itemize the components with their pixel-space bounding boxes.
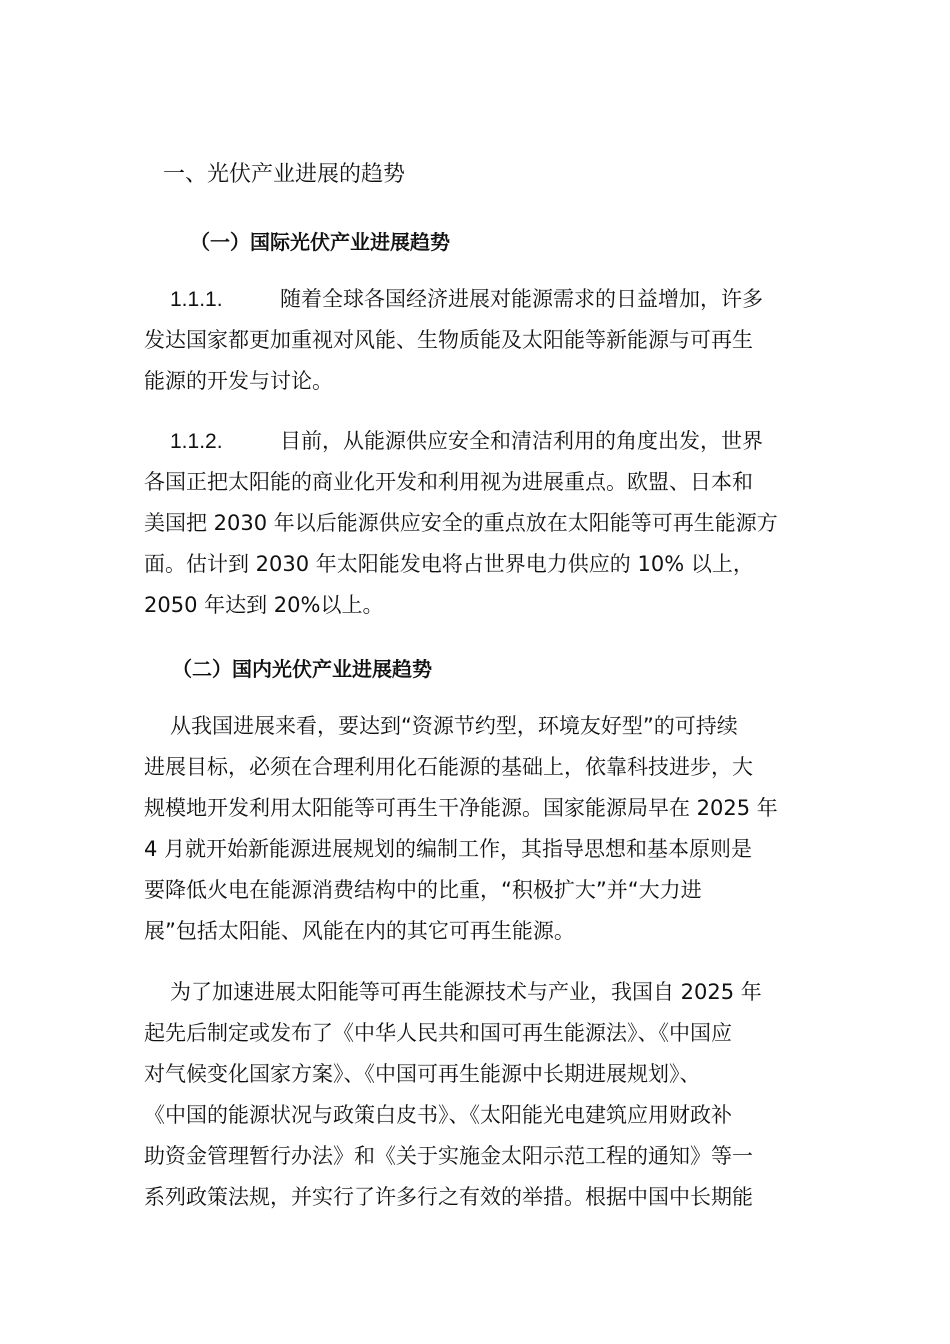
paragraph-number: 1.1.2. [170, 430, 223, 453]
paragraph-text: 目前，从能源供应安全和清洁利用的角度出发，世界 [280, 429, 763, 453]
paragraph-line: 起先后制定或发布了《中华人民共和国可再生能源法》、《中国应 [144, 1021, 732, 1045]
paragraph-line: 美国把 2030 年以后能源供应安全的重点放在太阳能等可再生能源方 [144, 511, 778, 535]
paragraph-line: 4 月就开始新能源进展规划的编制工作，其指导思想和基本原则是 [144, 837, 753, 861]
paragraph-domestic-2 [144, 972, 808, 1218]
paragraph-text: 随着全球各国经济进展对能源需求的日益增加，许多 [280, 287, 763, 311]
paragraph-line: 对气候变化国家方案》、《中国可再生能源中长期进展规划》、 [144, 1062, 701, 1086]
paragraph-line [144, 279, 808, 320]
paragraph-line: 规模地开发利用太阳能等可再生干净能源。国家能源局早在 2025 年 [144, 796, 778, 820]
paragraph-1-1-1 [144, 279, 808, 402]
paragraph-line: 从我国进展来看，要达到“资源节约型，环境友好型”的可持续 [170, 714, 738, 738]
paragraph-1-1-2 [144, 421, 808, 626]
paragraph-line: 能源的开发与讨论。 [144, 369, 333, 393]
paragraph-line: 系列政策法规，并实行了许多行之有效的举措。根据中国中长期能 [144, 1185, 753, 1209]
paragraph-line [144, 421, 808, 462]
paragraph-line: 助资金管理暂行办法》和《关于实施金太阳示范工程的通知》等一 [144, 1144, 753, 1168]
paragraph-line: 各国正把太阳能的商业化开发和利用视为进展重点。欧盟、日本和 [144, 470, 753, 494]
paragraph-line: 发达国家都更加重视对风能、生物质能及太阳能等新能源与可再生 [144, 328, 753, 352]
section-heading-international: （一）国际光伏产业进展趋势 [190, 230, 450, 254]
paragraph-line: 展”包括太阳能、风能在内的其它可再生能源。 [144, 919, 575, 943]
chapter-heading: 一、光伏产业进展的趋势 [163, 162, 406, 187]
paragraph-line: 《中国的能源状况与政策白皮书》、《太阳能光电建筑应用财政补 [144, 1103, 732, 1127]
paragraph-line: 2050 年达到 20%以上。 [144, 593, 384, 617]
paragraph-number: 1.1.1. [170, 288, 223, 311]
paragraph-line: 面。估计到 2030 年太阳能发电将占世界电力供应的 10% 以上， [144, 552, 754, 576]
paragraph-line: 为了加速进展太阳能等可再生能源技术与产业，我国自 2025 年 [170, 980, 762, 1004]
paragraph-line: 要降低火电在能源消费结构中的比重，“积极扩大”并“大力进 [144, 878, 702, 902]
paragraph-domestic-1 [144, 706, 808, 952]
paragraph-line: 进展目标，必须在合理利用化石能源的基础上，依靠科技进步，大 [144, 755, 753, 779]
section-heading-domestic: （二）国内光伏产业进展趋势 [172, 657, 432, 681]
